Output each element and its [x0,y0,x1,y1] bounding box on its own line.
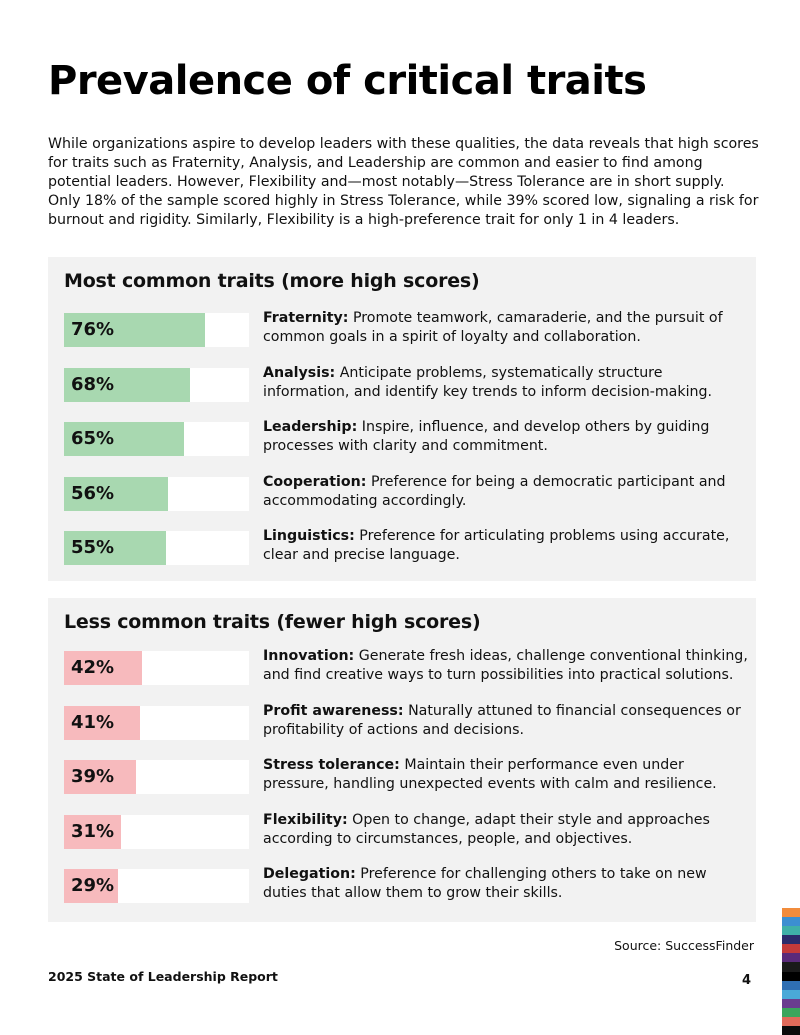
trait-description: Generate fresh ideas, challenge conventional thinking, and find creative ways to turn possibilities into practical solutions. [263,648,748,683]
trait-bar [64,477,249,511]
trait-bar [64,869,249,903]
color-strip-block [782,972,800,981]
trait-description: Naturally attuned to financial consequences or profitability of actions and decisions. [263,703,741,738]
trait-name: Stress tolerance: [263,757,400,773]
trait-description: Maintain their performance even under pressure, handling unexpected events with calm and resilience. [263,757,717,792]
trait-description: Promote teamwork, camaraderie, and the pursuit of common goals in a spirit of loyalty and collaboration. [263,310,723,345]
color-strip-block [782,990,800,999]
trait-description-block [263,647,749,685]
trait-description: Preference for articulating problems using accurate, clear and precise language. [263,528,730,563]
trait-bar [64,760,249,794]
color-strip-block [782,1017,800,1026]
trait-row-analysis [64,364,748,410]
less-common-traits-panel [48,598,756,922]
trait-row-stress-tolerance [64,756,748,802]
trait-name: Linguistics: [263,528,355,544]
color-strip-block [782,962,800,971]
less-common-traits-heading: Less common traits (fewer high scores) [64,611,481,633]
trait-name: Innovation: [263,648,355,664]
trait-description-block [263,865,749,903]
trait-percent: 41% [71,712,115,733]
trait-row-leadership [64,418,748,464]
trait-percent: 29% [71,875,115,896]
trait-percent: 31% [71,821,115,842]
trait-row-fraternity [64,309,748,355]
trait-percent: 55% [71,537,115,558]
trait-bar [64,706,249,740]
color-strip-block [782,1008,800,1017]
trait-percent: 42% [71,657,115,678]
trait-description: Preference for being a democratic participant and accommodating accordingly. [263,474,726,509]
trait-percent: 68% [71,374,115,395]
trait-description-block [263,811,749,849]
trait-description-block [263,702,749,740]
color-strip-block [782,999,800,1008]
color-strip-block [782,944,800,953]
trait-name: Fraternity: [263,310,349,326]
color-strip-block [782,926,800,935]
color-strip-block [782,953,800,962]
trait-description: Anticipate problems, systematically structure information, and identify key trends to inform decision-making. [263,365,713,400]
trait-row-delegation [64,865,748,911]
source-note: Source: SuccessFinder [614,938,754,953]
trait-description: Preference for challenging others to take on new duties that allow them to grow their skills. [263,866,707,901]
footer-report-title: 2025 State of Leadership Report [48,969,278,984]
trait-description-block [263,527,749,565]
intro-paragraph: While organizations aspire to develop leaders with these qualities, the data reveals that high scores for traits such as Fraternity, Analysis, and Leadership are common and easier to find among potential leaders. However, Flexibility and—most notably—Stress Tolerance are in short supply. Only 18% of the sample scored highly in Stress Tolerance, while 39% scored low, signaling a risk for burnout and rigidity. Similarly, Flexibility is a high-preference trait for only 1 in 4 leaders. [48,136,759,228]
trait-description-block [263,364,749,402]
page-number: 4 [742,973,752,988]
trait-name: Cooperation: [263,474,367,490]
trait-bar [64,651,249,685]
common-traits-panel [48,257,756,581]
trait-row-cooperation [64,473,748,519]
trait-row-flexibility [64,811,748,857]
trait-description-block [263,418,749,456]
trait-description: Inspire, influence, and develop others by guiding processes with clarity and commitment. [263,419,710,454]
trait-percent: 76% [71,319,115,340]
trait-name: Leadership: [263,419,358,435]
trait-bar [64,815,249,849]
color-strip-block [782,908,800,917]
color-strip-block [782,1026,800,1035]
trait-description-block [263,309,749,347]
trait-name: Analysis: [263,365,336,381]
color-strip-block [782,981,800,990]
color-strip-block [782,935,800,944]
trait-percent: 56% [71,483,115,504]
color-strip-block [782,917,800,926]
trait-bar [64,368,249,402]
trait-name: Flexibility: [263,812,348,828]
trait-name: Profit awareness: [263,703,404,719]
trait-percent: 39% [71,766,115,787]
trait-bar [64,422,249,456]
trait-description: Open to change, adapt their style and approaches according to circumstances, people, and objectives. [263,812,710,847]
trait-name: Delegation: [263,866,356,882]
common-traits-heading: Most common traits (more high scores) [64,270,480,292]
trait-row-profit-awareness [64,702,748,748]
trait-bar [64,313,249,347]
trait-description-block [263,756,749,794]
trait-description-block [263,473,749,511]
trait-bar [64,531,249,565]
trait-row-linguistics [64,527,748,573]
page-title: Prevalence of critical traits [48,58,647,104]
trait-percent: 65% [71,428,115,449]
decorative-color-strip [782,908,800,1035]
trait-row-innovation [64,647,748,693]
